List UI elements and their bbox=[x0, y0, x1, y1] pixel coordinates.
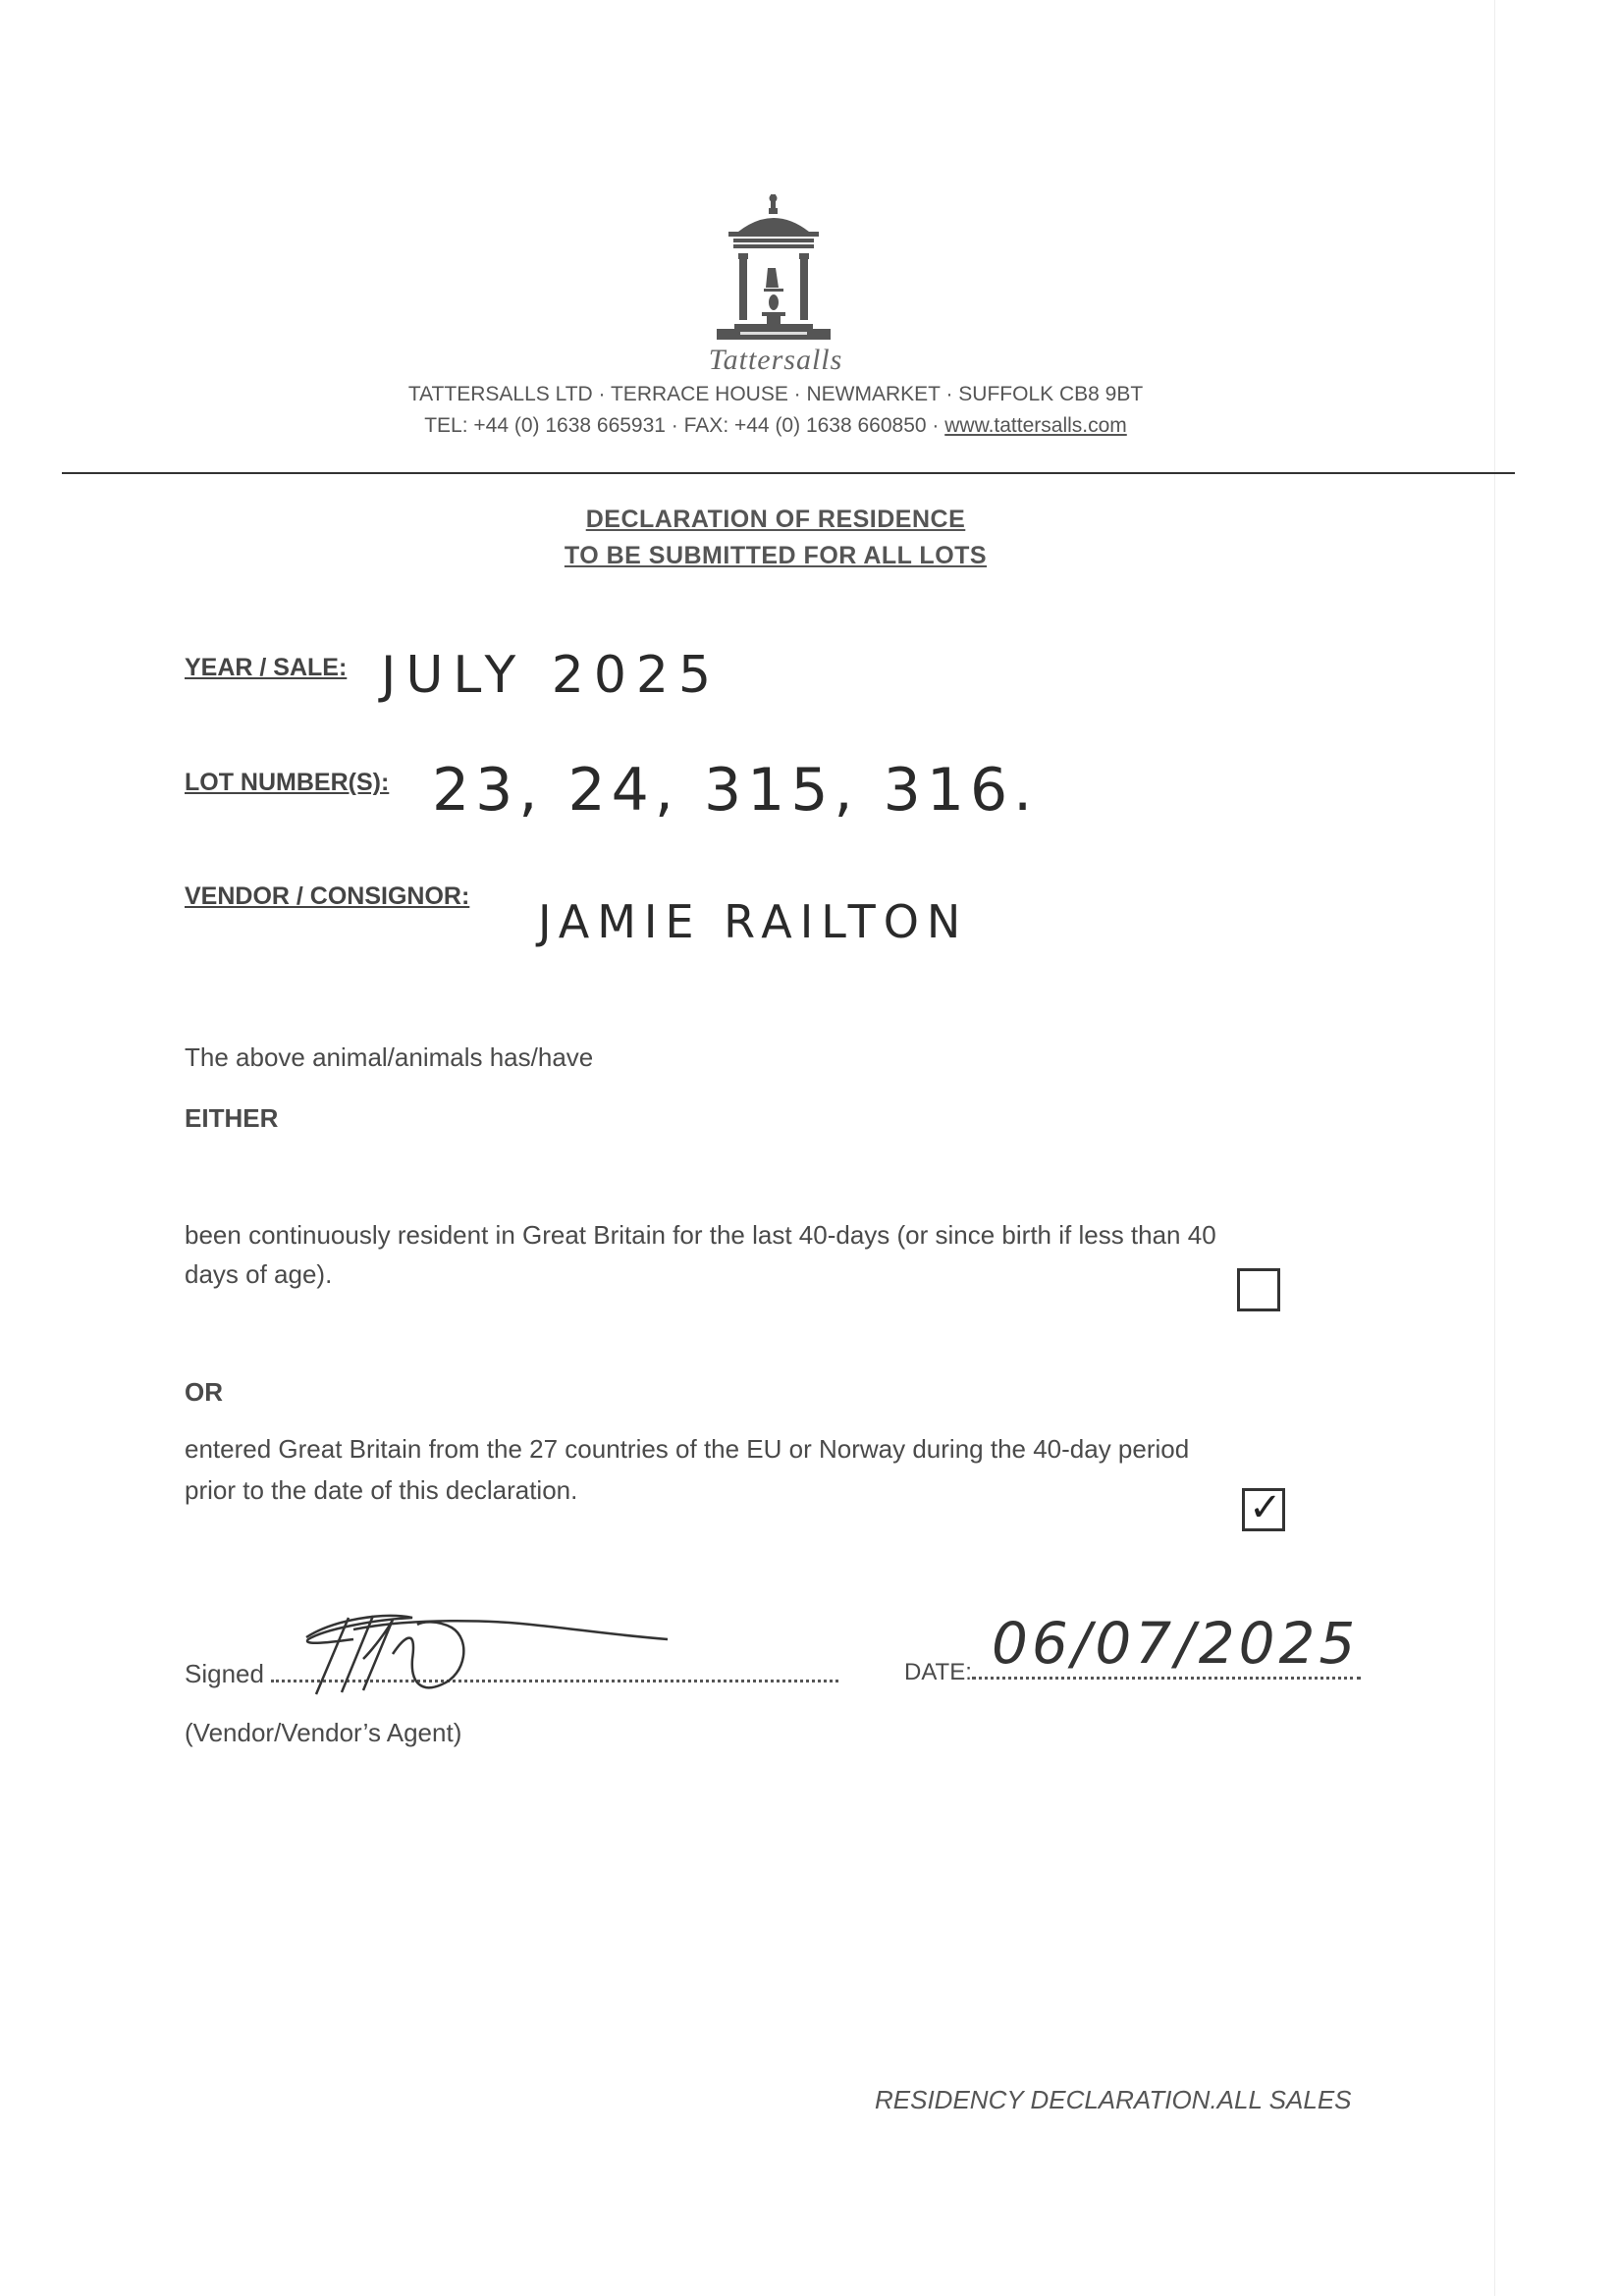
vendor-value[interactable]: JAMIE RAILTON bbox=[538, 895, 969, 948]
footer-form-name: RESIDENCY DECLARATION.ALL SALES bbox=[875, 2085, 1352, 2114]
lot-numbers-value[interactable]: 23, 24, 315, 316. bbox=[432, 756, 1039, 825]
option1-text-line1: been continuously resident in Great Britain for the last 40-days (or since birth if less than 40 bbox=[185, 1220, 1216, 1250]
handwritten-signature bbox=[295, 1600, 746, 1698]
vendor-label: VENDOR / CONSIGNOR: bbox=[185, 882, 470, 910]
either-label: EITHER bbox=[185, 1103, 279, 1133]
option1-checkbox[interactable] bbox=[1237, 1268, 1280, 1311]
header-divider bbox=[62, 472, 1515, 474]
check-mark-icon: ✓ bbox=[1249, 1486, 1282, 1529]
contact-text: TEL: +44 (0) 1638 665931 · FAX: +44 (0) 1638 660850 · bbox=[424, 414, 945, 437]
title-line-1: DECLARATION OF RESIDENCE bbox=[585, 506, 966, 533]
vendor-agent-label: (Vendor/Vendor’s Agent) bbox=[185, 1718, 462, 1747]
option2-text-line2: prior to the date of this declaration. bbox=[185, 1475, 578, 1505]
title-line-2: TO BE SUBMITTED FOR ALL LOTS bbox=[564, 542, 988, 569]
year-sale-value[interactable]: JULY 2025 bbox=[381, 646, 722, 705]
option1-text-line2: days of age). bbox=[185, 1259, 333, 1289]
website-link[interactable]: www.tattersalls.com bbox=[944, 414, 1127, 437]
intro-text: The above animal/animals has/have bbox=[185, 1042, 594, 1072]
address-line: TATTERSALLS LTD · TERRACE HOUSE · NEWMARKET · SUFFOLK CB8 9BT bbox=[407, 383, 1144, 405]
signed-label: Signed bbox=[185, 1659, 264, 1688]
tattersalls-logo bbox=[717, 194, 831, 340]
contact-line bbox=[0, 414, 1551, 438]
or-label: OR bbox=[185, 1377, 223, 1407]
date-value[interactable]: 06/07/2025 bbox=[992, 1610, 1360, 1677]
lot-numbers-label: LOT NUMBER(S): bbox=[185, 769, 390, 796]
date-label: DATE: bbox=[904, 1659, 972, 1685]
date-field[interactable] bbox=[972, 1677, 1361, 1680]
year-sale-label: YEAR / SALE: bbox=[185, 654, 348, 681]
brand-name: Tattersalls bbox=[708, 344, 843, 376]
option2-text-line1: entered Great Britain from the 27 countries of the EU or Norway during the 40-day period bbox=[185, 1434, 1190, 1464]
option2-checkbox[interactable] bbox=[1242, 1488, 1285, 1531]
